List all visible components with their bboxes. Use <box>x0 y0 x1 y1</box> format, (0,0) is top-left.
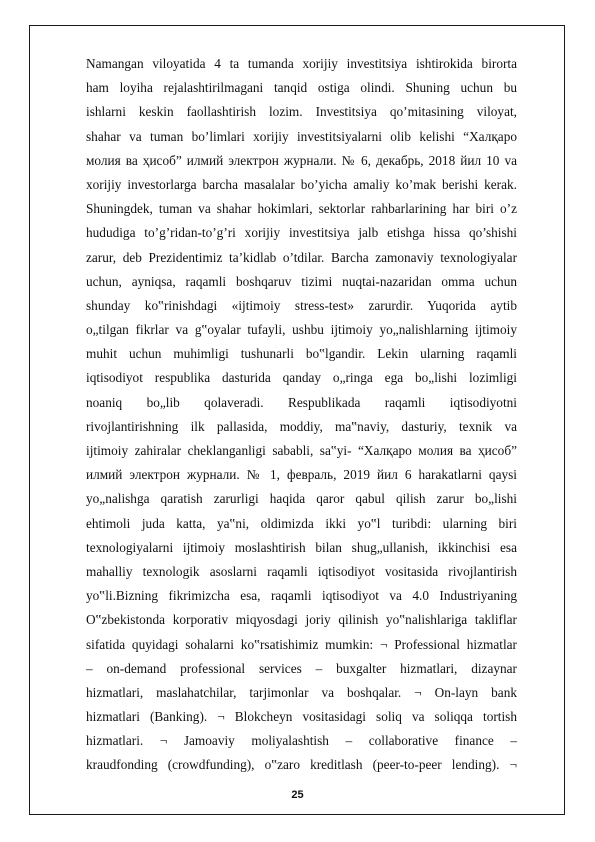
text-line: muhit uchun muhimligi tushunarli bo‟lgandir. Lekin ularning raqamli <box>86 346 517 362</box>
text-line: o„tilgan fikrlar va g‟oyalar tufayli, ushbu ijtimoiy yo„nalishlarning ijtimoiy <box>86 322 517 338</box>
text-line: iqtisodiyot respublika dasturida qanday o„ringa ega bo„lishi lozimligi <box>86 370 517 386</box>
text-line: ijtimoiy zahiralar cheklanganligi sababli, sa‟yi- “Халқаро молия ва ҳисоб” <box>86 443 517 458</box>
text-line: uchun, ayniqsa, raqamli boshqaruv tizimi nuqtai-nazaridan omma uchun <box>86 273 517 289</box>
body-text <box>86 52 517 778</box>
text-line: noaniq bo„lib qolaveradi. Respublikada raqamli iqtisodiyotni <box>86 394 517 410</box>
text-line: sifatida quyidagi sohalarni ko‟rsatishimiz mumkin: ¬ Professional hizmatlar <box>86 636 517 652</box>
text-line: ehtimoli juda katta, ya‟ni, oldimizda ikki yo‟l turibdi: ularning biri <box>86 515 517 531</box>
text-line: shahar va tuman bo’limlari xorijiy investitsiyalarni olib kelishi “Халқаро <box>86 128 517 144</box>
page-number: 25 <box>291 789 304 801</box>
text-line: O‟zbekistonda korporativ miqyosdagi joriy qilinish yo‟nalishlariga takliflar <box>86 612 517 628</box>
text-line: rivojlantirishning ilk pallasida, moddiy, ma‟naviy, dasturiy, texnik va <box>86 418 517 434</box>
text-line: молия ва ҳисоб” илмий электрон журнали. № 6, декабрь, 2018 йил 10 va <box>86 152 517 168</box>
text-line: kraudfonding (crowdfunding), o‟zaro kreditlash (peer-to-peer lending). ¬ <box>86 757 517 773</box>
text-line: yo„nalishga qaratish zarurligi haqida qaror qabul qilish zarur bo„lishi <box>86 491 517 507</box>
text-line: hududiga to’g’ridan-to’g’ri xorijiy investitsiya jalb etishga hissa qo’shishi <box>86 225 517 241</box>
text-line: xorijiy investorlarga barcha masalalar bo’yicha amaliy ko’mak berishi kerak. <box>86 176 517 192</box>
text-line: илмий электрон журнали. № 1, февраль, 2019 йил 6 harakatlarni qaysi <box>86 467 517 483</box>
text-line: Namangan viloyatida 4 ta tumanda xorijiy investitsiya ishtirokida birorta <box>86 56 517 71</box>
text-line: yo‟li.Bizning fikrimizcha esa, raqamli iqtisodiyot va 4.0 Industriyaning <box>86 588 517 604</box>
text-line: hizmatlari, maslahatchilar, tarjimonlar va boshqalar. ¬ On-layn bank <box>86 684 517 700</box>
text-line: mahalliy texnologik asoslarni raqamli iqtisodiyot vositasida rivojlantirish <box>86 563 517 579</box>
text-line: zarur, deb Prezidentimiz ta’kidlab o’tdilar. Barcha zamonaviy texnologiyalar <box>86 249 517 265</box>
text-line: – on-demand professional services – buxgalter hizmatlari, dizaynar <box>86 660 517 676</box>
text-line: ham loyiha rejalashtirilmagani tanqid ostiga olindi. Shuning uchun bu <box>86 80 517 96</box>
text-line: ishlarni keskin faollashtirish lozim. Investitsiya qo’mitasining viloyat, <box>86 104 517 120</box>
text-line: Shuningdek, tuman va shahar hokimlari, sektorlar rahbarlarining har biri o’z <box>86 201 517 217</box>
text-line: hizmatlari. ¬ Jamoaviy moliyalashtish – collaborative finance – <box>86 733 517 749</box>
text-line: texnologiyalarni ijtimoiy moslashtirish bilan shug„ullanish, ikkinchisi esa <box>86 539 517 555</box>
text-line: shunday ko‟rinishdagi «ijtimoiy stress-test» zarurdir. Yuqorida aytib <box>86 297 517 313</box>
text-line: hizmatlari (Banking). ¬ Blokcheyn vositasidagi soliq va soliqqa tortish <box>86 709 517 725</box>
